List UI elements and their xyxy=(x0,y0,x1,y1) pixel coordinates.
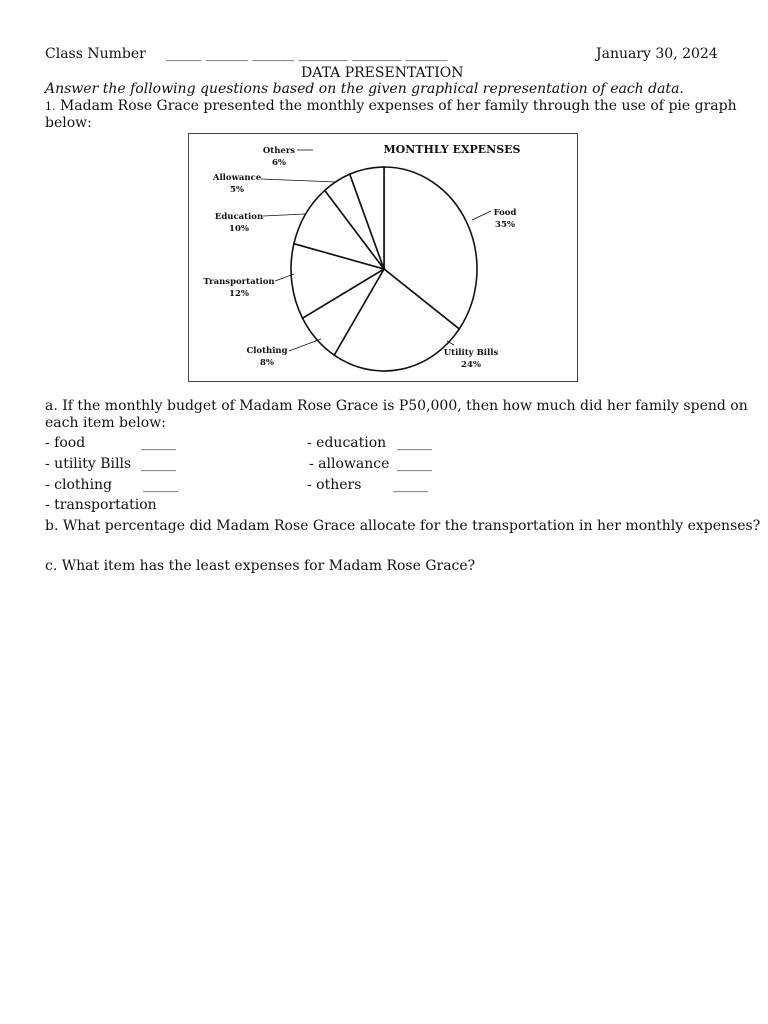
slice-percent: 12% xyxy=(229,289,249,299)
slice-percent: 35% xyxy=(495,220,515,230)
slice-label: Food xyxy=(493,208,517,218)
question-1-number: 1. xyxy=(45,100,56,113)
part-a-line1: a. If the monthly budget of Madam Rose Grace is P50,000, then how much did her family spend on xyxy=(45,398,748,414)
class-number-blanks: _____ ______ ______ _______ _______ ______ xyxy=(166,46,448,62)
answer-blank: _____ xyxy=(141,435,176,451)
item-allowance: - allowance _____ xyxy=(309,456,432,472)
answer-blank: _____ xyxy=(397,435,432,451)
slice-percent: 5% xyxy=(230,185,244,195)
item-others: - others _____ xyxy=(307,477,428,493)
part-c-question: c. What item has the least expenses for Madam Rose Grace? xyxy=(45,558,476,574)
page-title: DATA PRESENTATION xyxy=(301,65,464,81)
chart-title: MONTHLY EXPENSES xyxy=(383,143,521,156)
answer-blank: _____ xyxy=(397,456,432,472)
answer-blank: _____ xyxy=(141,456,176,472)
item-food: - food _____ xyxy=(45,435,176,451)
question-1-line1 xyxy=(45,98,737,115)
slice-percent: 10% xyxy=(229,224,249,234)
item-utility-bills: - utility Bills _____ xyxy=(45,456,176,472)
leader-line xyxy=(263,214,305,216)
class-number-row xyxy=(45,46,448,63)
part-a-line2: each item below: xyxy=(45,415,166,431)
leader-line xyxy=(289,339,321,351)
slice-percent: 24% xyxy=(461,360,481,370)
instructions: Answer the following questions based on the given graphical representation of each data. xyxy=(45,81,684,97)
slice-label: Clothing xyxy=(246,346,288,356)
answer-blank: _____ xyxy=(393,477,428,493)
slice-percent: 6% xyxy=(272,158,286,168)
slice-label: Allowance xyxy=(212,173,262,183)
slice-label: Education xyxy=(214,212,264,222)
leader-line xyxy=(261,179,337,182)
pie-chart-frame xyxy=(188,133,578,382)
leader-line xyxy=(472,211,491,220)
slice-label: Utility Bills xyxy=(443,348,499,358)
slice-label: Others xyxy=(262,146,296,156)
part-b-question: b. What percentage did Madam Rose Grace allocate for the transportation in her monthly expenses? xyxy=(45,518,761,534)
date: January 30, 2024 xyxy=(596,46,718,62)
question-1-line2: below: xyxy=(45,115,92,131)
question-1-text: Madam Rose Grace presented the monthly expenses of her family through the use of pie graph xyxy=(59,98,737,114)
slice-percent: 8% xyxy=(260,358,274,368)
pie-chart xyxy=(189,134,579,383)
item-education: - education _____ xyxy=(307,435,432,451)
answer-blank: _____ xyxy=(143,477,178,493)
item-clothing: - clothing _____ xyxy=(45,477,178,493)
item-transportation: - transportation xyxy=(45,497,157,513)
class-number-label: Class Number xyxy=(45,46,146,62)
slice-label: Transportation xyxy=(203,277,275,287)
